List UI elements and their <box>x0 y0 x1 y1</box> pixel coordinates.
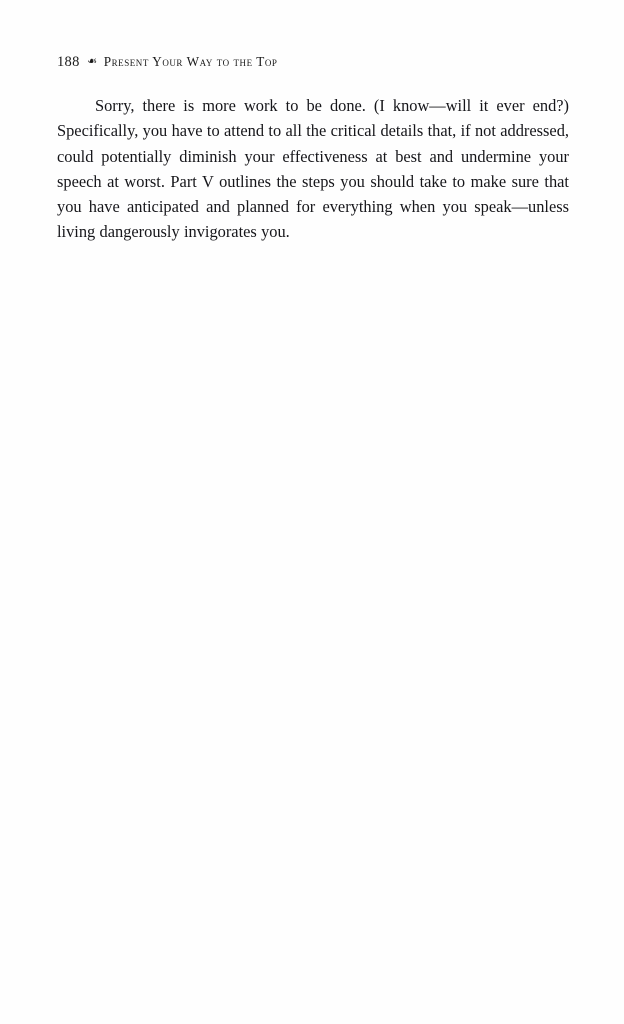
body-text <box>57 93 569 245</box>
paragraph: Sorry, there is more work to be done. (I know—will it ever end?) Specifically, you have to attend to all the critical details that, if not addressed, could potentially diminish your effectiveness at best and undermine your speech at worst. Part V outlines the steps you should take to make sure that you have anticipated and planned for everything when you speak—unless living dangerously invigorates you. <box>57 96 569 242</box>
leaf-ornament-icon: ❧ <box>86 54 97 68</box>
page-number: 188 <box>57 54 80 70</box>
running-head <box>57 54 569 71</box>
running-title: Present Your Way to the Top <box>103 54 278 69</box>
